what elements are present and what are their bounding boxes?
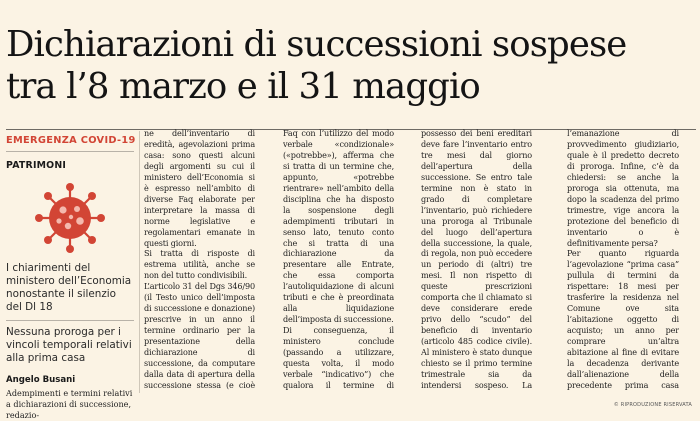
article-column-1: ne dell’inventario di eredità, agevolazioni prima casa: sono questi alcuni degli argomenti su cui il ministero dell’Economia si è espresso nell’ambito di diverse Faq elaborate per interpretare la massa di norme legislative e regolamentari emanate in questi giorni. Si tratta di risposte di estrema utilità, anche se non del tutto condivisibili. L’articolo 31 del Dgs 346/90 (il Testo unico dell’imposta di successione e donazione) prescrive in un anno il termine ordinario per la presentazione della dichiarazione di successione, da computare dalla data di apertura della successione stessa (e cioè <box>144 128 255 390</box>
coronavirus-icon <box>32 182 108 254</box>
author-byline: Angelo Busani <box>6 375 76 385</box>
headline-line-1: Dichiarazioni di successioni sospese <box>6 24 627 65</box>
section-label: EMERGENZA COVID-19 <box>6 135 136 146</box>
summary-2: Nessuna proroga per i vincoli temporali relativi alla prima casa <box>6 326 132 364</box>
column-divider-1 <box>139 131 140 393</box>
summary-1: I chiarimenti del ministero dell’Economia nonostante il silenzio del Dl 18 <box>6 262 132 313</box>
summary-divider <box>6 320 134 321</box>
section-divider <box>6 151 134 152</box>
subsection-label: PATRIMONI <box>6 160 67 171</box>
article-column-4: l’emanazione di provvedimento giudiziario, quale è il predetto decreto di proroga. Infine, c’è da chiedersi: se anche la proroga sia ottenuta, ma dopo la scadenza del primo trimestre, vige ancora la protezione del beneficio di inventario o è definitivamente persa? Per quanto riguarda l’agevolazione “prima casa” pullula di termini da rispettare: 18 mesi per trasferire la residenza nel Comune ove sita l’abitazione oggetto di acquisto; un anno per comprare un’altra abitazione al fine di evitare la decadenza derivante dall’alienazione della precedente prima casa <box>567 128 679 390</box>
article-lead: Adempimenti e termini relativi a dichiarazioni di successione, redazio- <box>6 388 133 420</box>
sidebar <box>6 132 134 421</box>
copyright-credit: © RIPRODUZIONE RISERVATA <box>613 402 692 408</box>
headline <box>6 24 696 108</box>
headline-line-2: tra l’8 marzo e il 31 maggio <box>6 66 480 107</box>
article-column-3: possesso dei beni ereditari deve fare l’inventario entro tre mesi dal giorno dell’apertura della successione. Se entro tale termine non è stato in grado di completare l’inventario, può richiedere una proroga al Tribunale del luogo dell’apertura della successione, la quale, di regola, non può eccedere un periodo di (altri) tre mesi. Il non rispetto di queste prescrizioni comporta che il chiamato si deve considerare erede privo dello “scudo” del beneficio di inventario (articolo 485 codice civile). Al ministero è stato dunque chiesto se il primo termine trimestrale sia da intendersi sospeso. La <box>421 128 532 390</box>
article-column-2: Faq con l’utilizzo del modo verbale «condizionale» («potrebbe»), afferma che si tratta di un termine che, appunto, «potrebbe rientrare» nell’ambito della disciplina che ha disposto la sospensione degli adempimenti tributari in senso lato, tenuto conto che si tratta di una dichiarazione da presentare alle Entrate, che essa comporta l’autoliquidazione di alcuni tributi e che è preordinata alla liquidazione dell’imposta di successione. Di conseguenza, il ministero conclude (passando a utilizzare, questa volta, il modo verbale “indicativo”) che qualora il termine di <box>283 128 394 390</box>
